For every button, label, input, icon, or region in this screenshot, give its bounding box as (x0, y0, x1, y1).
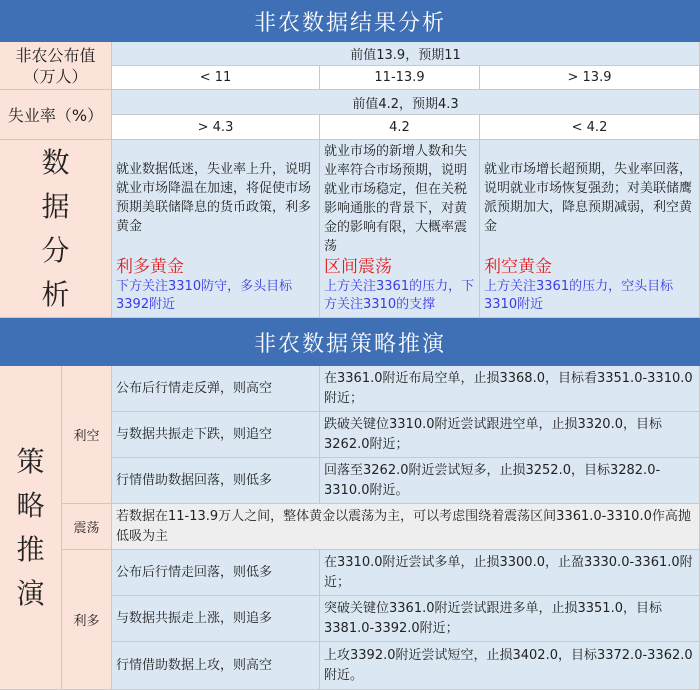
bullish-scenario-3 (112, 642, 320, 690)
scenario-text: 与数据共振走上涨，则追多 (116, 610, 273, 626)
main-title (0, 0, 700, 42)
analysis-char-1: 数 (41, 145, 70, 179)
verdict-label: 利多黄金 (116, 257, 184, 277)
nfp-label (0, 42, 112, 90)
range-strategy (112, 504, 700, 550)
scenario-text: 公布后行情走回落，则低多 (116, 564, 273, 580)
unemployment-prev-expected (112, 90, 700, 115)
bearish-plan-1 (320, 366, 700, 412)
bullish-label-text: 利多 (73, 614, 100, 629)
range-strategy-text: 若数据在11-13.9万人之间，整体黄金以震荡为主，可以考虑围绕着震荡区间3361.0-3310.0作高抛低吸为主 (116, 508, 691, 544)
nfp-label-line2: （万人） (23, 66, 88, 86)
bearish-scenario-2 (112, 412, 320, 458)
nfp-range-mid-text: 11-13.9 (374, 70, 425, 85)
verdict-label: 利空黄金 (484, 257, 552, 277)
nfp-range-high-text: > 13.9 (567, 70, 612, 85)
nfp-range-mid (320, 66, 480, 90)
unemployment-range-mid-text: 4.2 (389, 119, 410, 135)
bearish-plan-3 (320, 458, 700, 504)
plan-text: 突破关键位3361.0附近尝试跟进多单，止损3351.0，目标3381.0-3392.0附近； (324, 600, 662, 636)
bearish-scenario-1 (112, 366, 320, 412)
strategy-title-text: 非农数据策略推演 (253, 331, 446, 357)
analysis-text: 就业数据低迷，失业率上升，说明就业市场降温在加速，将促使市场预期美联储降息的货币政策，利多黄金 (116, 162, 312, 234)
analysis-column-bearish (480, 140, 700, 318)
strategy-char-2: 略 (16, 488, 45, 522)
unemployment-range-high (112, 115, 320, 140)
unemployment-range-low-text: < 4.2 (571, 119, 608, 135)
nfp-range-high (480, 66, 700, 90)
nfp-prev-expected (112, 42, 700, 66)
plan-text: 在3361.0附近布局空单，止损3368.0，目标看3351.0-3310.0附近； (324, 370, 693, 406)
unemployment-range-low (480, 115, 700, 140)
plan-text: 上攻3392.0附近尝试短空，止损3402.0，目标3372.0-3362.0附近。 (324, 647, 693, 683)
bearish-scenario-3 (112, 458, 320, 504)
analysis-char-3: 分 (41, 233, 70, 267)
analysis-text: 就业市场增长超预期，失业率回落，说明就业市场恢复强劲；对美联储鹰派预期加大，降息预期减弱，利空黄金 (484, 162, 693, 234)
scenario-text: 公布后行情走反弹，则高空 (116, 380, 273, 396)
bearish-plan-2 (320, 412, 700, 458)
range-label (62, 504, 112, 550)
bullish-scenario-1 (112, 550, 320, 596)
plan-text: 跌破关键位3310.0附近尝试跟进空单，止损3320.0，目标3262.0附近； (324, 416, 662, 452)
bullish-label (62, 550, 112, 690)
scenario-text: 行情借助数据回落，则低多 (116, 472, 273, 488)
analysis-char-2: 据 (41, 189, 70, 223)
verdict-note: 上方关注3361的压力，下方关注3310的支撑 (324, 279, 475, 312)
verdict-label: 区间震荡 (324, 257, 392, 277)
main-title-text: 非农数据结果分析 (253, 10, 446, 36)
bullish-plan-1 (320, 550, 700, 596)
scenario-text: 与数据共振走下跌，则追空 (116, 426, 273, 442)
analysis-text: 就业市场的新增人数和失业率符合市场预期，说明就业市场稳定，但在关税影响通胀的背景下，对黄金的影响有限，大概率震荡 (324, 144, 468, 254)
analysis-char-4: 析 (41, 277, 70, 311)
verdict-note: 下方关注3310防守，多头目标3392附近 (116, 279, 293, 312)
unemployment-range-mid (320, 115, 480, 140)
strategy-char-1: 策 (16, 444, 45, 478)
strategy-title (0, 318, 700, 366)
strategy-side-label (0, 366, 62, 690)
bearish-label-text: 利空 (73, 429, 100, 444)
verdict-note: 上方关注3361的压力，空头目标3310附近 (484, 279, 674, 312)
analysis-column-bullish (112, 140, 320, 318)
unemployment-range-high-text: > 4.3 (197, 119, 234, 135)
unemployment-prev-expected-text: 前值4.2，预期4.3 (352, 96, 459, 112)
plan-text: 回落至3262.0附近尝试短多，止损3252.0，目标3282.0-3310.0附近。 (324, 462, 661, 498)
unemployment-label (0, 90, 112, 140)
strategy-char-3: 推 (16, 532, 45, 566)
bullish-plan-3 (320, 642, 700, 690)
analysis-side-label (0, 140, 112, 318)
nfp-prev-expected-text: 前值13.9，预期11 (350, 48, 461, 63)
strategy-char-4: 演 (16, 576, 45, 610)
range-label-text: 震荡 (73, 521, 100, 536)
nfp-range-low-text: < 11 (199, 70, 232, 85)
nfp-range-low (112, 66, 320, 90)
bullish-plan-2 (320, 596, 700, 642)
analysis-column-range (320, 140, 480, 318)
plan-text: 在3310.0附近尝试多单，止损3300.0，止盈3330.0-3361.0附近； (324, 554, 693, 590)
bullish-scenario-2 (112, 596, 320, 642)
scenario-text: 行情借助数据上攻，则高空 (116, 657, 273, 673)
nfp-label-line1: 非农公布值 (15, 45, 96, 65)
bearish-label (62, 366, 112, 504)
unemployment-label-text: 失业率（%） (7, 106, 104, 125)
